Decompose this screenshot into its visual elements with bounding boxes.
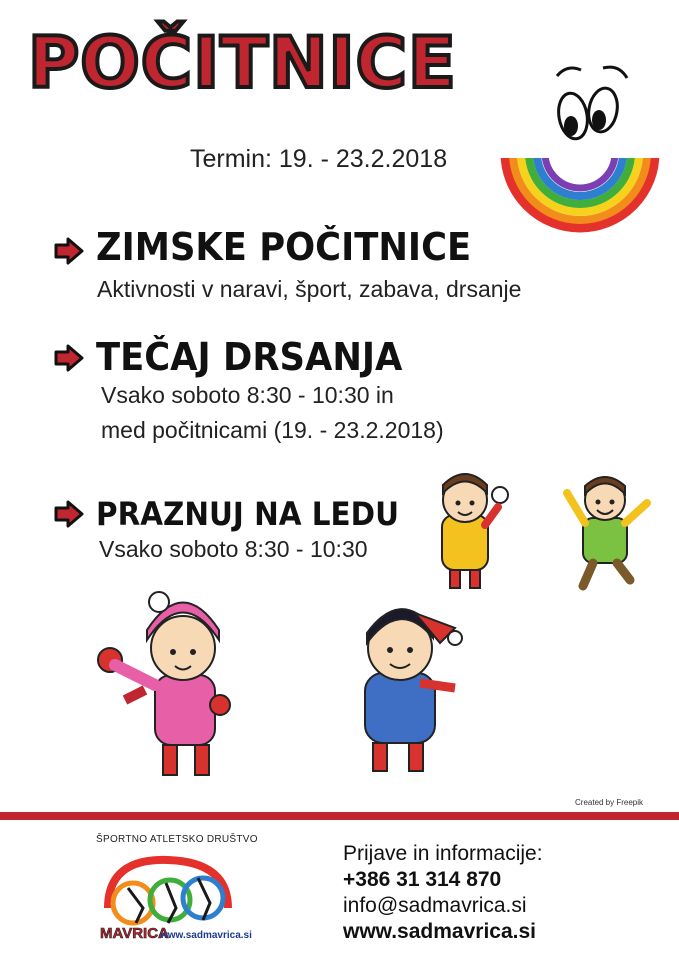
contact-email[interactable]: info@sadmavrica.si [343, 894, 527, 917]
page-title: POČITNICE [28, 22, 457, 104]
arrow-right-icon [53, 343, 85, 373]
footer-divider [0, 812, 679, 820]
section-title-winter: ZIMSKE POČITNICE [96, 225, 472, 269]
section-text-winter: Aktivnosti v naravi, šport, zabava, drsanje [97, 276, 522, 302]
illustration-credit: Created by Freepik [575, 798, 644, 807]
logo-url: www.sadmavrica.si [160, 930, 252, 941]
arrow-right-icon [53, 236, 85, 266]
kid-blue-coat-illustration [345, 598, 475, 778]
contact-website[interactable]: www.sadmavrica.si [343, 920, 536, 943]
rainbow-smiley-icon [495, 58, 665, 238]
logo-brand: MAVRICA [100, 925, 169, 942]
section-text-ice-party: Vsako soboto 8:30 - 10:30 [99, 536, 368, 562]
arrow-right-icon [53, 499, 85, 529]
contact-heading: Prijave in informacije: [343, 842, 543, 865]
contact-phone[interactable]: +386 31 314 870 [343, 868, 502, 891]
kid-pink-coat-illustration [95, 590, 265, 785]
kid-green-coat-illustration [555, 468, 660, 593]
kid-yellow-coat-illustration [420, 465, 515, 595]
section-text-skating-line1: Vsako soboto 8:30 - 10:30 in [101, 382, 394, 408]
term-dates: Termin: 19. - 23.2.2018 [190, 145, 448, 173]
section-title-ice-party: PRAZNUJ NA LEDU [96, 495, 400, 533]
section-text-skating-line2: med počitnicami (19. - 23.2.2018) [101, 417, 444, 443]
section-title-skating-course: TEČAJ DRSANJA [96, 335, 403, 379]
organization-name: ŠPORTNO ATLETSKO DRUŠTVO [96, 834, 258, 845]
